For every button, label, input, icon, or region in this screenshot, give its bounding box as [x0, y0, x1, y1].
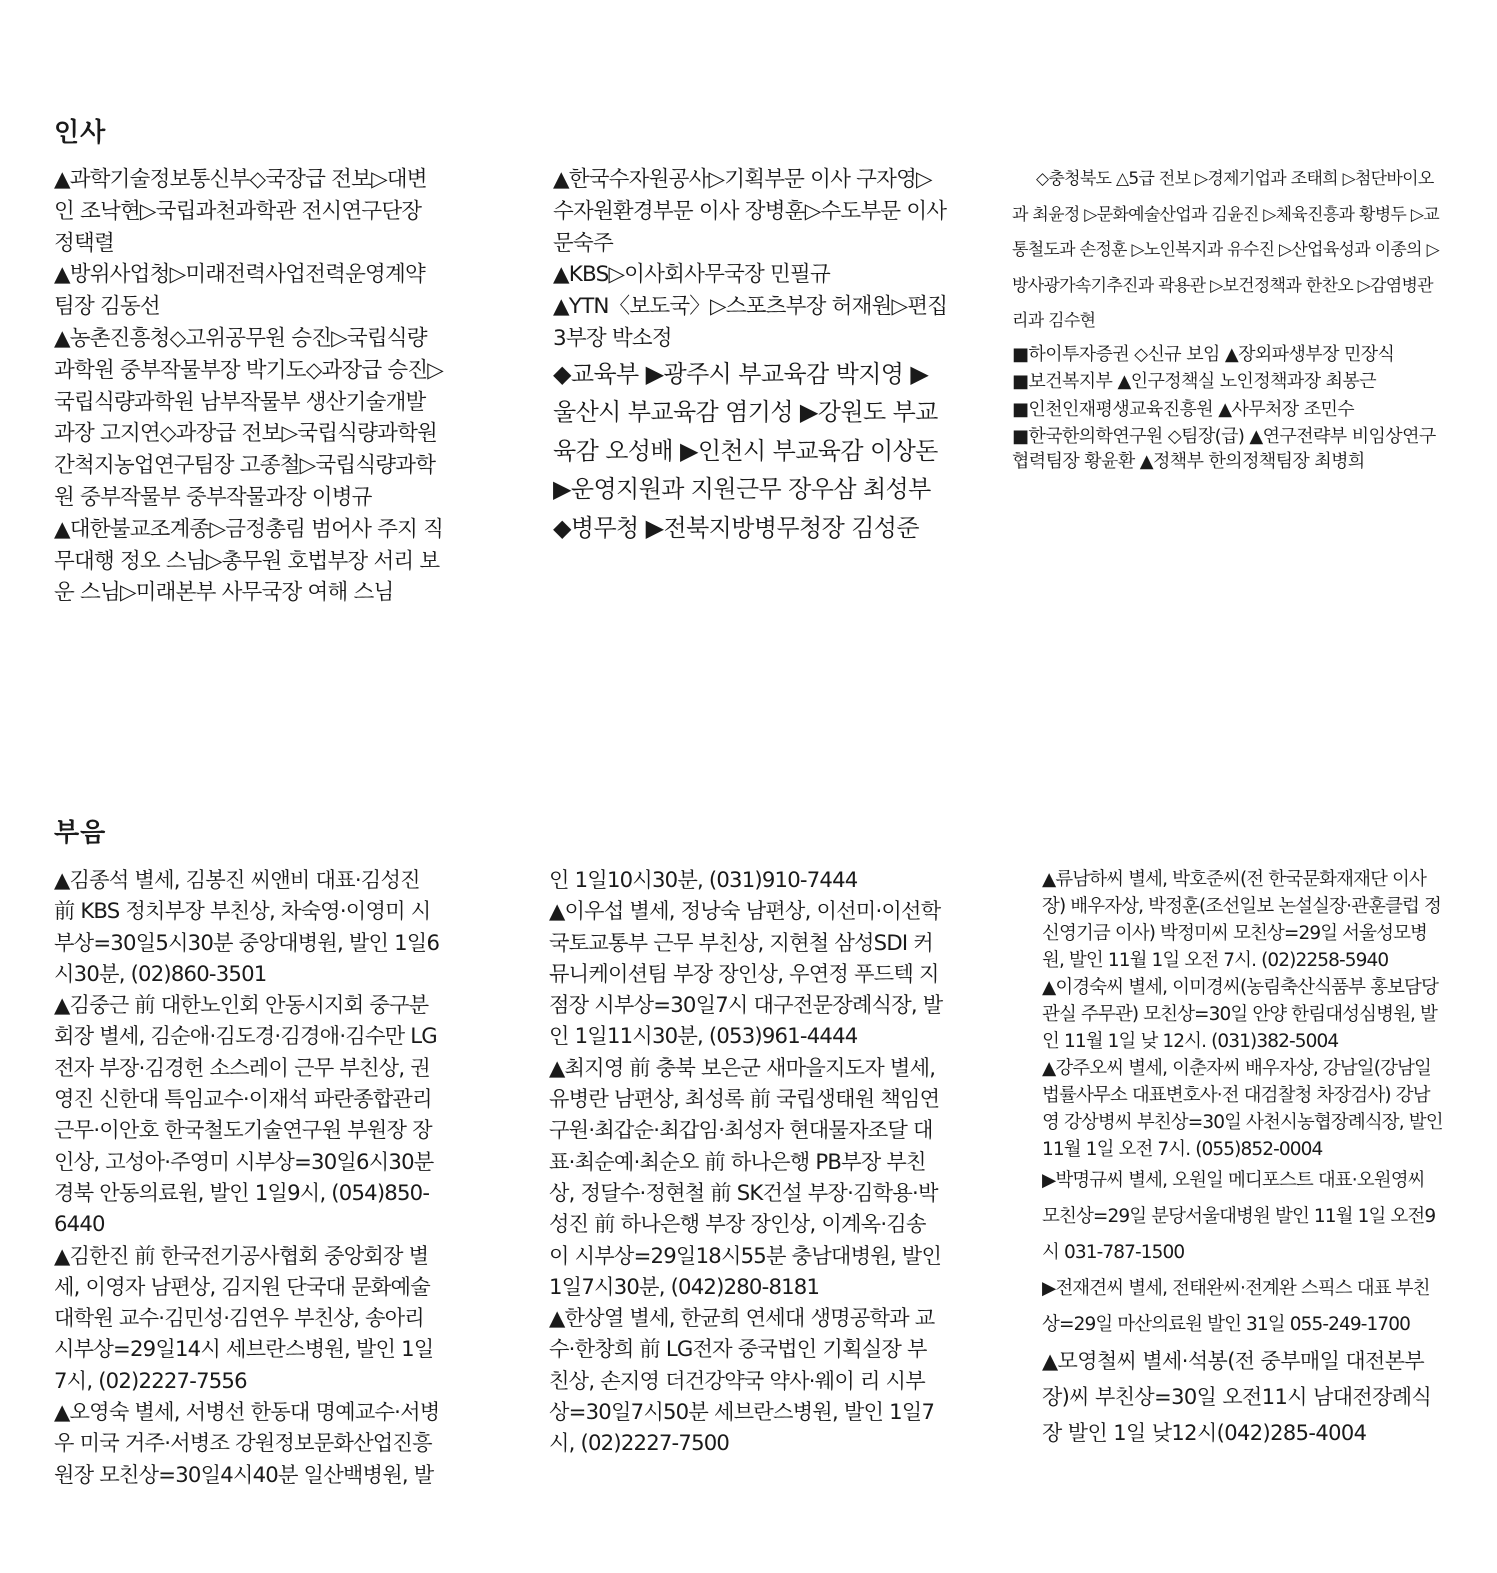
- insa-entry-large: ◆교육부 ▶광주시 부교육감 박지영 ▶울산시 부교육감 염기성 ▶강원도 부교육감 오성배 ▶인천시 부교육감 이상돈 ▶운영지원과 지원근무 장우삼 최성부: [553, 359, 938, 504]
- insa-entry: ▲YTN〈보도국〉▷스포츠부장 허재원▷편집3부장 박소정: [553, 294, 948, 351]
- bueum-entry: ▲이경숙씨 별세, 이미경씨(농림축산식품부 홍보담당관실 주무관) 모친상=30일 안양 한림대성심병원, 발인 11월 1일 낮 12시. (031)382-5004: [1042, 977, 1438, 1052]
- insa-entry-chungbuk: ◇충청북도 △5급 전보 ▷경제기업과 조태희 ▷첨단바이오과 최윤정 ▷문화예술산업과 김윤진 ▷체육진흥과 황병두 ▷교통철도과 손정훈 ▷노인복지과 유수진 ▷산업육성과 이종의 ▷방사광가속기추진과 곽용관 ▷보건정책과 한찬오 ▷감염병관리과 김수현: [1012, 169, 1439, 332]
- bueum-entry: ▲한상열 별세, 한균희 연세대 생명공학과 교수·한창희 前 LG전자 중국법인 기획실장 부친상, 손지영 더건강약국 약사·웨이 리 시부상=30일7시50분 세브란스병원, 발인 1일7시, (02)2227-7500: [549, 1305, 935, 1456]
- bueum-section-title: 부음: [54, 818, 107, 848]
- bueum-entry: ▶전재견씨 별세, 전태완씨·전계완 스픽스 대표 부친상=29일 마산의료원 발인 31일 055-249-1700: [1042, 1278, 1430, 1335]
- bueum-column-1: [54, 864, 446, 1490]
- insa-entry: ▲대한불교조계종▷금정총림 범어사 주지 직무대행 정오 스님▷총무원 호법부장 서리 보운 스님▷미래본부 사무국장 여해 스님: [54, 516, 444, 606]
- insa-entry: ■인천인재평생교육진흥원 ▲사무처장 조민수: [1012, 398, 1355, 420]
- insa-column-1: [54, 164, 444, 609]
- bueum-column-2: [549, 864, 944, 1459]
- insa-entry: ▲방위사업청▷미래전력사업전력운영계약팀장 김동선: [54, 262, 425, 320]
- bueum-entry: ▲류남하씨 별세, 박호준씨(전 한국문화재재단 이사장) 배우자상, 박정훈(조선일보 논설실장·관훈클럽 정신영기금 이사) 박정미씨 모친상=29일 서울성모병원, 발인 11월 1일 오전 7시. (02)2258-5940: [1042, 869, 1441, 971]
- bueum-entry: ▲모영철씨 별세·석봉(전 중부매일 대전본부장)씨 부친상=30일 오전11시 남대전장례식장 발인 1일 낮12시(042)285-4004: [1042, 1349, 1432, 1445]
- bueum-entry: ▲최지영 前 충북 보은군 새마을지도자 별세, 유병란 남편상, 최성록 前 국립생태원 책임연구원·최갑순·최갑임·최성자 현대물자조달 대표·최순예·최순오 前 하나은행 PB부장 부친상, 정달수·정현철 前 SK건설 부장·김학용·박성진 前 하나은행 부장 장인상, 이계옥·김송이 시부상=29일18시55분 충남대병원, 발인 1일7시30분, (042)280-8181: [549, 1054, 942, 1299]
- insa-entry: ■하이투자증권 ◇신규 보임 ▲장외파생부장 민장식: [1012, 343, 1395, 365]
- bueum-entry: ▲이우섭 별세, 정낭숙 남편상, 이선미·이선학 국토교통부 근무 부친상, 지현철 삼성SDI 커뮤니케이션팀 부장 장인상, 우연정 푸드텍 지점장 시부상=30일7시 대구전문장례식장, 발인 1일11시30분, (053)961-4444: [549, 898, 943, 1049]
- bueum-entry: 인 1일10시30분, (031)910-7444: [549, 867, 858, 892]
- insa-entry: ▲농촌진흥청◇고위공무원 승진▷국립식량과학원 중부작물부장 박기도◇과장급 승진▷국립식량과학원 남부작물부 생산기술개발과장 고지연◇과장급 전보▷국립식량과학원 간척지농업연구팀장 고종철▷국립식량과학원 중부작물부 중부작물과장 이병규: [54, 325, 444, 510]
- insa-section-title: 인사: [54, 118, 107, 148]
- insa-column-3: [1012, 162, 1444, 474]
- bueum-entry: ▲김종석 별세, 김봉진 씨앤비 대표·김성진 前 KBS 정치부장 부친상, 차숙영·이영미 시부상=30일5시30분 중앙대병원, 발인 1일6시30분, (02)860-3501: [54, 867, 440, 986]
- insa-entry: ■한국한의학연구원 ◇팀장(급) ▲연구전략부 비임상연구협력팀장 황윤환 ▲정책부 한의정책팀장 최병희: [1012, 426, 1436, 472]
- bueum-entry: ▲강주오씨 별세, 이춘자씨 배우자상, 강남일(강남일 법률사무소 대표변호사·전 대검찰청 차장검사) 강남영 강상병씨 부친상=30일 사천시농협장례식장, 발인 11월 1일 오전 7시. (055)852-0004: [1042, 1058, 1443, 1160]
- insa-entry: ▲한국수자원공사▷기획부문 이사 구자영▷수자원환경부문 이사 장병훈▷수도부문 이사 문숙주: [553, 167, 947, 256]
- bueum-column-3: [1042, 866, 1446, 1451]
- bueum-entry: ▲김중근 前 대한노인회 안동시지회 중구분회장 별세, 김순애·김도경·김경애·김수만 LG전자 부장·김경헌 소스레이 근무 부친상, 권영진 신한대 특임교수·이재석 파란종합관리 근무·이안호 한국철도기술연구원 부원장 장인상, 고성아·주영미 시부상=30일6시30분 경북 안동의료원, 발인 1일9시, (054)850-6440: [54, 992, 437, 1237]
- insa-entry: ▲과학기술정보통신부◇국장급 전보▷대변인 조낙현▷국립과천과학관 전시연구단장 정택렬: [54, 167, 427, 256]
- insa-column-2: [553, 164, 948, 547]
- insa-entry: ▲KBS▷이사회사무국장 민필규: [553, 262, 830, 288]
- insa-entry: ■보건복지부 ▲인구정책실 노인정책과장 최봉근: [1012, 371, 1376, 393]
- bueum-entry: ▶박명규씨 별세, 오원일 메디포스트 대표·오원영씨 모친상=29일 분당서울대병원 발인 11월 1일 오전9시 031-787-1500: [1042, 1170, 1436, 1263]
- bueum-entry: ▲김한진 前 한국전기공사협회 중앙회장 별세, 이영자 남편상, 김지원 단국대 문화예술대학원 교수·김민성·김연우 부친상, 송아리 시부상=29일14시 세브란스병원, 발인 1일7시, (02)2227-7556: [54, 1242, 434, 1393]
- insa-entry-large: ◆병무청 ▶전북지방병무청장 김성준: [553, 513, 919, 542]
- bueum-entry: ▲오영숙 별세, 서병선 한동대 명예교수·서병우 미국 거주·서병조 강원정보문화산업진흥원장 모친상=30일4시40분 일산백병원, 발: [54, 1399, 440, 1487]
